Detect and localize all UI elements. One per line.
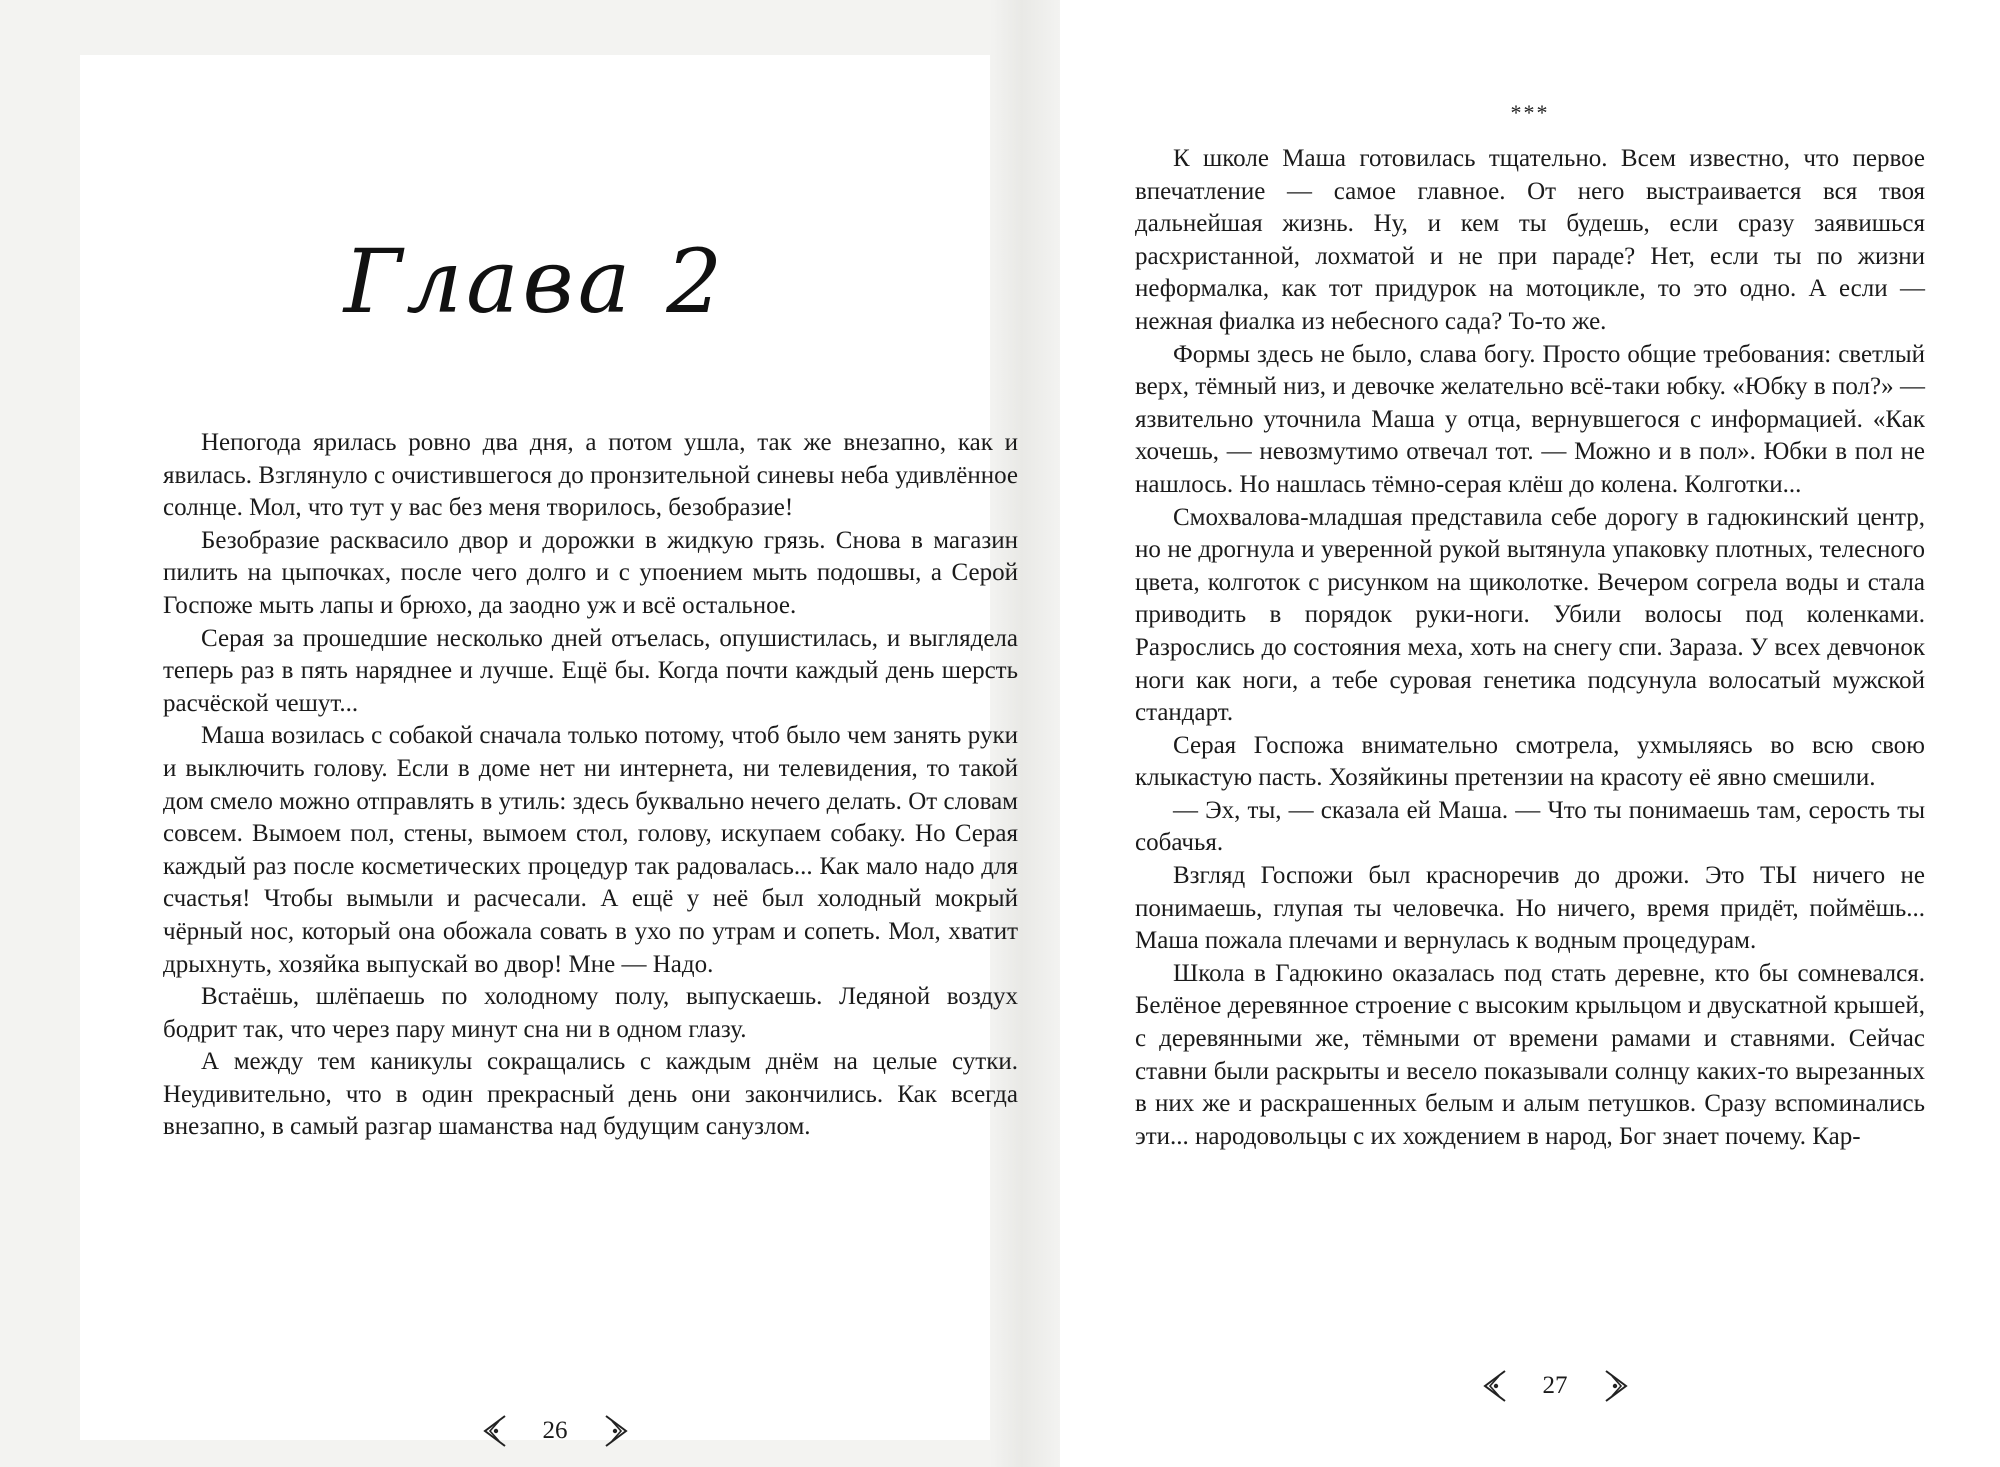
paragraph: Серая за прошедшие несколько дней отъелась, опушистилась, и выглядела теперь раз в пять наряднее и лучше. Ещё бы. Когда почти каждый день шерсть расчёской чешут... (163, 624, 1018, 717)
right-page (1060, 0, 2000, 1467)
page-number: 26 (542, 1417, 568, 1444)
ornament-left-icon (1479, 1368, 1509, 1404)
ornament-right-icon (1602, 1368, 1632, 1404)
ornament-left-icon (479, 1413, 509, 1449)
paragraph: Школа в Гадюкино оказалась под стать деревне, кто бы сомневался. Белёное деревянное строение с высоким крыльцом и двускатной крышей, с деревянными же, тёмными от времени рамами и ставнями. Сейчас ставни были раскрыты и весело показывали солнцу каких-то вырезанных в них же и раскрашенных белым и алым петушков. Сразу вспоминались эти... народовольцы с их хождением в народ, Бог знает почему. Кар- (1135, 959, 1925, 1150)
paragraph: К школе Маша готовилась тщательно. Всем известно, что первое впечатление — самое главное. От него выстраивается вся твоя дальнейшая жизнь. Ну, и кем ты будешь, если сразу заявишься расхристанной, лохматой и не при параде? Нет, если ты по жизни неформалка, как тот придурок на мотоцикле, то это одно. А если — нежная фиалка из небесного сада? То-то же. (1135, 145, 1925, 335)
left-page (80, 55, 1018, 1444)
page-footer (1435, 1368, 1675, 1404)
chapter-title: Глава 2 (343, 230, 727, 333)
paragraph: Маша возилась с собакой сначала только потому, чтоб было чем занять руки и выключить голову. Если в доме нет ни интернета, ни телевидения, то такой дом смело можно отправлять в утиль: здесь буквально нечего делать. От словам совсем. Вымоем пол, стены, вымоем стол, голову, искупаем собаку. Но Серая каждый раз после косметических процедур так радовалась... Как мало надо для счастья! Чтобы вымыли и расчесали. А ещё у неё был холодный мокрый чёрный нос, который она обожала совать в ухо по утрам и сопеть. Мол, хватит дрыхнуть, хозяйка выпускай во двор! Мне — Надо. (163, 722, 1018, 978)
paragraph: Встаёшь, шлёпаешь по холодному полу, выпускаешь. Ледяной воздух бодрит так, что через пару минут сна ни в одном глазу. (163, 983, 1018, 1043)
section-break: *** (1510, 100, 1550, 125)
paragraph: Непогода ярилась ровно два дня, а потом ушла, так же внезапно, как и явилась. Взглянуло с очистившегося до пронзительной синевы неба удивлённое солнце. Мол, что тут у вас без меня творилось, безобразие! (163, 429, 1018, 522)
paragraph: Серая Госпожа внимательно смотрела, ухмыляясь во всю свою клыкастую пасть. Хозяйкины претензии на красоту её явно смешили. (1135, 731, 1925, 792)
paragraph: Формы здесь не было, слава богу. Просто общие требования: светлый верх, тёмный низ, и девочке желательно всё-таки юбку. «Юбку в пол?» — язвительно уточнила Маша у отца, вернувшегося с информацией. «Как хочешь, — невозмутимо отвечал тот. — Можно и в пол». Юбки в пол не нашлось. Но нашлась тёмно-серая клёш до колена. Колготки... (1135, 340, 1925, 498)
page-number: 27 (1542, 1372, 1568, 1399)
paragraph: А между тем каникулы сокращались с каждым днём на целые сутки. Неудивительно, что в один прекрасный день они закончились. Как всегда внезапно, в самый разгар шаманства над будущим санузлом. (163, 1048, 1018, 1141)
right-page-body (1135, 143, 1925, 1153)
paragraph: Безобразие расквасило двор и дорожки в жидкую грязь. Снова в магазин пилить на цыпочках, после чего долго и с упоением мыть подошвы, а Серой Госпоже мыть лапы и брюхо, да заодно уж и всё остальное. (163, 526, 1018, 619)
paragraph: Смохвалова-младшая представила себе дорогу в гадюкинский центр, но не дрогнула и уверенной рукой вытянула упаковку плотных, телесного цвета, колготок с рисунком на щиколотке. Вечером согрела воды и стала приводить в порядок руки-ноги. Убили волосы под коленками. Разрослись до состояния меха, хоть на снегу спи. Зараза. У всех девчонок ноги как ноги, а тебе суровая генетика подсунула волосатый мужской стандарт. (1135, 503, 1925, 727)
paragraph: Взгляд Госпожи был красноречив до дрожи. Это ТЫ ничего не понимаешь, глупая ты человечка. Но ничего, время придёт, поймёшь... Маша пожала плечами и вернулась к водным процедурам. (1135, 862, 1925, 955)
page-footer (435, 1413, 675, 1449)
left-page-body (163, 427, 1018, 1144)
ornament-right-icon (602, 1413, 632, 1449)
paragraph: — Эх, ты, — сказала ей Маша. — Что ты понимаешь там, серость ты собачья. (1135, 796, 1925, 857)
